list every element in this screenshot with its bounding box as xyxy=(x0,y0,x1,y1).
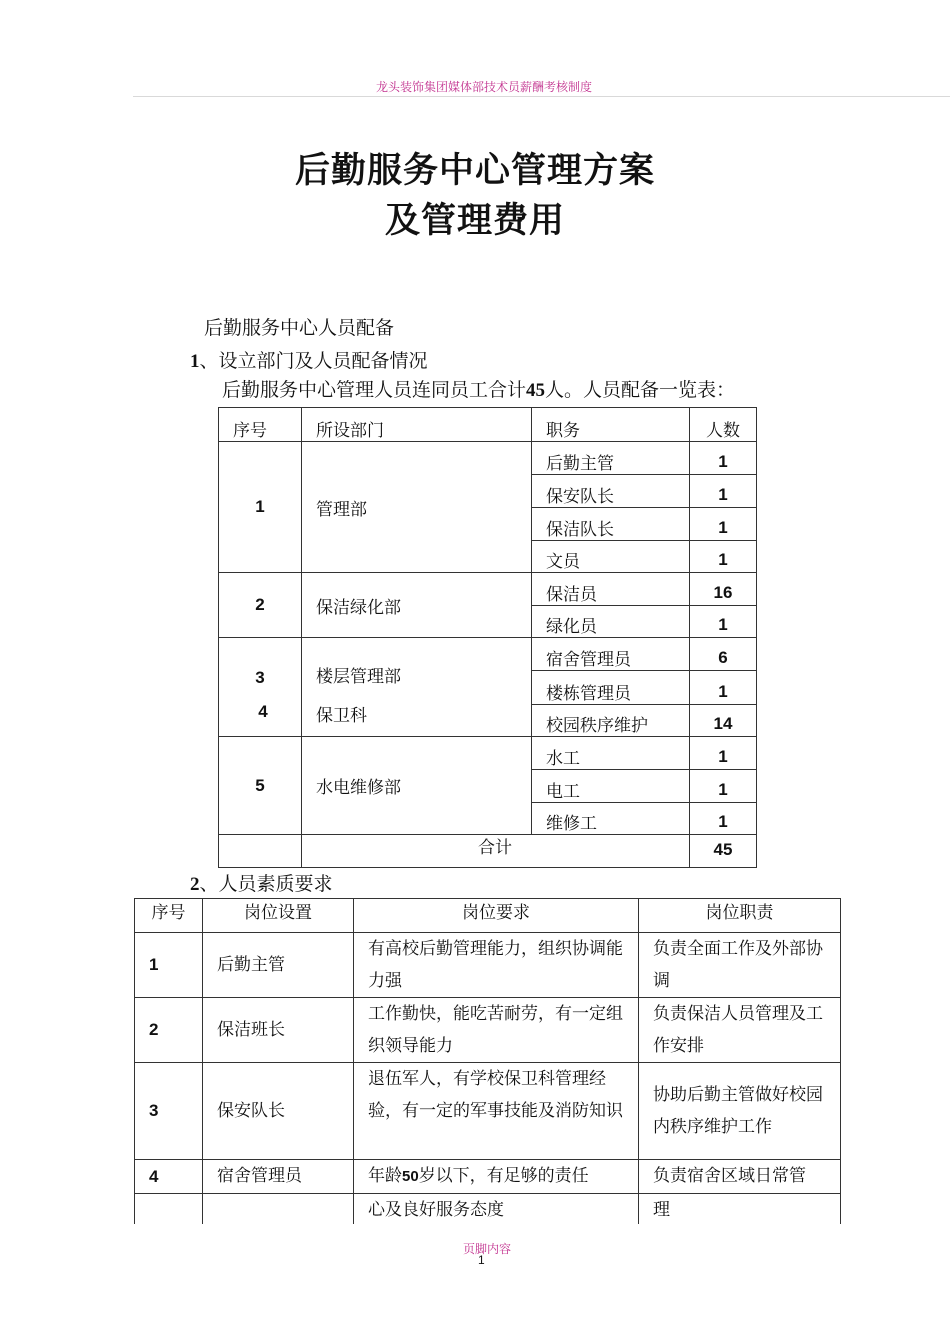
count-cell: 1 xyxy=(690,737,757,770)
section-1-number: 1 xyxy=(190,351,200,372)
staffing-table xyxy=(218,407,757,868)
dept-5-name: 水电维修部 xyxy=(302,737,532,835)
header-duty: 岗位职责 xyxy=(639,899,841,933)
header-position: 岗位设置 xyxy=(203,899,354,933)
section-title: 后勤服务中心人员配备 xyxy=(204,317,395,339)
post-cell: 宿舍管理员 xyxy=(532,638,690,671)
intro-text-b: 人。人员配备一览表： xyxy=(545,379,736,401)
row-position: 保安队长 xyxy=(203,1063,354,1160)
row-no: 2 xyxy=(135,998,203,1063)
row-no: 3 xyxy=(135,1063,203,1160)
count-cell: 1 xyxy=(690,508,757,541)
dept-3-4-name-cell xyxy=(302,638,532,737)
count-cell: 1 xyxy=(690,541,757,573)
req-continuation: 心及良好服务态度 xyxy=(354,1194,639,1228)
row-position: 宿舍管理员 xyxy=(203,1160,354,1194)
row-requirement: 工作勤快，能吃苦耐劳，有一定组织领导能力 xyxy=(354,998,639,1063)
dept-2-no: 2 xyxy=(219,573,302,638)
dept-3-no: 3 xyxy=(255,668,265,687)
dept-4-name: 保卫科 xyxy=(316,706,367,726)
header-rule xyxy=(133,96,950,97)
req-text-a: 年龄 xyxy=(368,1166,402,1186)
header-post: 职务 xyxy=(532,408,690,442)
count-cell: 1 xyxy=(690,803,757,835)
post-cell: 水工 xyxy=(532,737,690,770)
count-cell: 1 xyxy=(690,442,757,475)
row-duty: 协助后勤主管做好校园内秩序维护工作 xyxy=(639,1063,841,1160)
count-cell: 1 xyxy=(690,475,757,508)
dept-3-4-no-cell xyxy=(219,638,302,737)
count-cell: 6 xyxy=(690,638,757,671)
intro-total: 45 xyxy=(526,380,546,401)
continuation-cell xyxy=(135,1194,203,1228)
dept-4-no: 4 xyxy=(258,702,268,721)
dept-1-name: 管理部 xyxy=(302,442,532,573)
header-requirement: 岗位要求 xyxy=(354,899,639,933)
post-cell: 维修工 xyxy=(532,803,690,835)
row-duty: 负责全面工作及外部协调 xyxy=(639,933,841,998)
section-1-heading xyxy=(190,346,428,373)
requirements-table xyxy=(134,898,841,1228)
count-cell: 14 xyxy=(690,704,757,736)
header-seq: 序号 xyxy=(135,899,203,933)
section-2-heading xyxy=(190,869,333,896)
header-seq: 序号 xyxy=(219,408,302,442)
count-cell: 1 xyxy=(690,671,757,704)
post-cell: 保安队长 xyxy=(532,475,690,508)
section-1-intro xyxy=(222,375,735,402)
row-requirement: 退伍军人，有学校保卫科管理经验，有一定的军事技能及消防知识 xyxy=(354,1063,639,1160)
continuation-cell xyxy=(203,1194,354,1228)
section-2-sep: 、 xyxy=(199,873,219,895)
duty-continuation: 理 xyxy=(639,1194,841,1228)
header-count: 人数 xyxy=(690,408,757,442)
row-requirement xyxy=(354,1160,639,1194)
intro-text-a: 后勤服务中心管理人员连同员工合计 xyxy=(222,379,527,401)
row-position: 保洁班长 xyxy=(203,998,354,1063)
total-label: 合计 xyxy=(302,835,690,868)
row-requirement: 有高校后勤管理能力，组织协调能力强 xyxy=(354,933,639,998)
post-cell: 绿化员 xyxy=(532,606,690,638)
page-cut xyxy=(120,1224,860,1232)
document-subtitle: 及管理费用 xyxy=(384,201,565,241)
row-no: 4 xyxy=(135,1160,203,1194)
count-cell: 1 xyxy=(690,606,757,638)
section-2-title: 人员素质要求 xyxy=(218,873,333,895)
row-no: 1 xyxy=(135,933,203,998)
post-cell: 电工 xyxy=(532,770,690,803)
post-cell: 保洁员 xyxy=(532,573,690,606)
dept-5-no: 5 xyxy=(219,737,302,835)
header-dept: 所设部门 xyxy=(302,408,532,442)
count-cell: 16 xyxy=(690,573,757,606)
post-cell: 保洁队长 xyxy=(532,508,690,541)
page-number: 1 xyxy=(478,1253,485,1267)
document-title: 后勤服务中心管理方案 xyxy=(294,151,655,191)
req-text-b: 岁以下，有足够的责任 xyxy=(418,1166,589,1186)
post-cell: 校园秩序维护 xyxy=(532,704,690,736)
post-cell: 后勤主管 xyxy=(532,442,690,475)
total-spacer xyxy=(219,835,302,868)
section-1-sep: 、 xyxy=(199,350,219,372)
row-position: 后勤主管 xyxy=(203,933,354,998)
dept-3-name: 楼层管理部 xyxy=(316,667,401,687)
section-2-number: 2 xyxy=(190,874,200,895)
count-cell: 1 xyxy=(690,770,757,803)
section-1-title: 设立部门及人员配备情况 xyxy=(218,350,428,372)
dept-1-no: 1 xyxy=(219,442,302,573)
req-age: 50 xyxy=(402,1168,419,1185)
total-value: 45 xyxy=(690,835,757,868)
row-duty: 负责宿舍区域日常管 xyxy=(639,1160,841,1194)
post-cell: 文员 xyxy=(532,541,690,573)
header-text: 龙头装饰集团媒体部技术员薪酬考核制度 xyxy=(376,80,593,94)
row-duty: 负责保洁人员管理及工作安排 xyxy=(639,998,841,1063)
footer-text: 页脚内容 xyxy=(463,1242,512,1256)
post-cell: 楼栋管理员 xyxy=(532,671,690,704)
dept-2-name: 保洁绿化部 xyxy=(302,573,532,638)
